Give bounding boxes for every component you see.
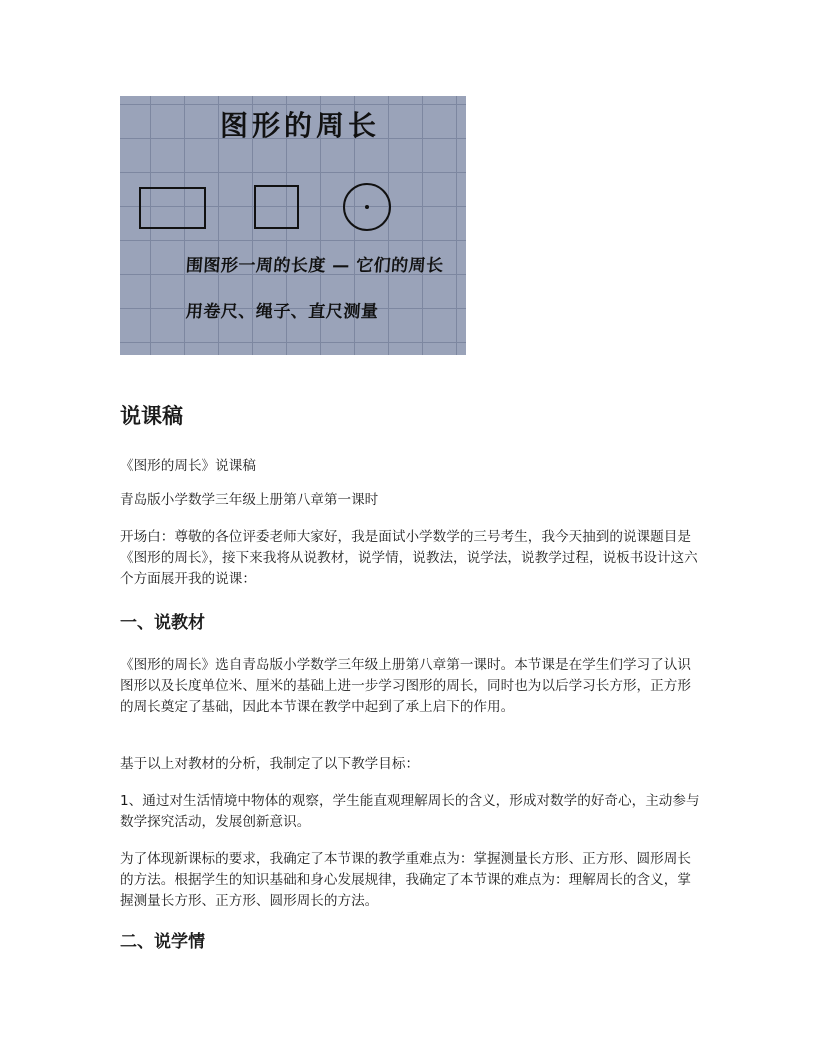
lesson-photo bbox=[120, 96, 466, 355]
document-title: 说课稿 bbox=[120, 404, 183, 428]
paragraph-goals-intro: 基于以上对教材的分析，我制定了以下教学目标： bbox=[120, 756, 420, 772]
photo-title: 图形的周长 bbox=[220, 109, 381, 142]
square-shape bbox=[255, 186, 298, 228]
rectangle-shape bbox=[140, 188, 205, 228]
paragraph-key-points: 为了体现新课标的要求，我确定了本节课的教学重难点为：掌握测量长方形、正方形、圆形周长的方法。根据学生的知识基础和身心发展规律，我确定了本节课的难点为：理解周长的含义，掌握测量长方形、正方形、圆形周长的方法。 bbox=[120, 851, 691, 909]
photo-measure-line: 用卷尺、绳子、直尺测量 bbox=[185, 302, 380, 322]
paragraph-lesson-name: 《图形的周长》说课稿 bbox=[120, 458, 256, 474]
paragraph-goal-1: 1、通过对生活情境中物体的观察，学生能直观理解周长的含义，形成对数学的好奇心，主动参与数学探究活动，发展创新意识。 bbox=[120, 793, 700, 830]
paragraph-textbook-analysis: 《图形的周长》选自青岛版小学数学三年级上册第八章第一课时。本节课是在学生们学习了认识图形以及长度单位米、厘米的基础上进一步学习图形的周长，同时也为以后学习长方形，正方形的周长奠定了基础，因此本节课在教学中起到了承上启下的作用。 bbox=[120, 657, 691, 715]
section-heading-students: 二、说学情 bbox=[120, 932, 205, 952]
photo-definition-line: 围图形一周的长度 — 它们的周长 bbox=[185, 256, 445, 276]
paragraph-textbook: 青岛版小学数学三年级上册第八章第一课时 bbox=[120, 492, 379, 508]
circle-center-dot bbox=[365, 205, 369, 209]
section-heading-textbook: 一、说教材 bbox=[120, 613, 205, 633]
paragraph-opening: 开场白：尊敬的各位评委老师大家好，我是面试小学数学的三号考生，我今天抽到的说课题目是《图形的周长》，接下来我将从说教材，说学情，说教法，说学法，说教学过程，说板书设计这六个方面展开我的说课： bbox=[120, 529, 698, 587]
